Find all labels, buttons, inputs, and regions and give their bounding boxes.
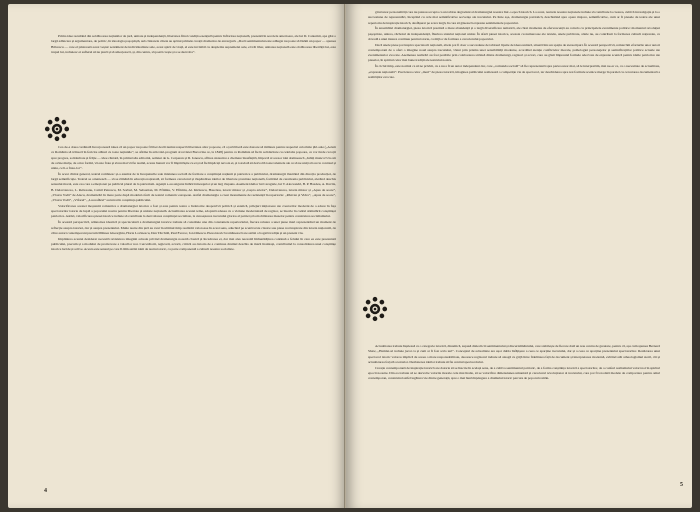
star-ornament-icon [362,296,388,322]
paragraph: girul unor personalități care nu puteau accepta ca un tablou degradant al dramaturgiei noastre într-o epocă istorică. La acest, teatrele noastre naționale trebuie să contribuie la crearea, cultivă investigația și la o succesiune de reprezentări, începând cu cele mai semnificative secvențe ale trecutului. Pe linie așa, dramaturgie patriotică, deschizând spre opere majore, semnificative, cum ar fi piesele de teatru ale unui repertoriu de inspirație istorică, desfășurat pe scara largă, în care să găsească expresie sentimentele poporului. [368,10,660,25]
paragraph: Implinirea acestui deziderat necesită revizuirea imaginii actuale privind dramaturgia noastră clasică și încadrarea ei, dar mai ales necesită îmbunătățirea continuă a felului în care ea este prezentată publicului, precum și a modului de promovare a valorilor noi. Cercetătorii, regizorii, actorii, criticii au datoria de a continua drumul deschis de marii înaintași, contribuind la consolidarea unei conștiințe istorice lucide și active. Acesta este sensul pe care îl dăm astăzi ideii de teatru istoric, ca parte componentă a culturii noastre socialiste. [51,236,336,252]
paragraph: Dacă unele piese pot inspira spectatorii naționali, altele pot fi doar o succesiune de tablouri lipsite de ideea unitară, situată într-un spațiu de stereotipuri. În această perspectivă, remarcăm eforturile unor autori contemporani de a oferi o imagine nouă asupra trecutului, văzut prin prisma unei sensibilități moderne, acordând atenție conflictelor morale, psihologiei personajelor și semnificațiilor politice actuale ale evenimentelor evocate. Asemenea realizări au fost posibile prin colaborarea strânsă dintre dramaturgi, regizori și actori, care au găsit împreună formele adecvate de expresie scenică pentru ideile patriotice ale pieselor, în spiritul celor mai bune tradiții ale teatrului nostru. [368,42,660,63]
paragraph: În ansamblul dramaturgiei, piesa istorică prezintă o mare abundență și o largă diversificare tematică, ale cărei momente de efervescență au coincis cu principalele evenimente politice: momentul revoluției pașoptiste, unirea, războiul de independență, făurirea statului național unitar. În afară piesei istorice, aceasta cu numeroase ale textele, unele publicate, altele nu, au contribuit la formarea culturii naționale, ca dovadă a unui interes continuu pentru istorie, ca mijloc de formare a caracterului poporului. [368,26,660,41]
paragraph: Cea de-a doua cardinală încorporează ideea că un popor nu poate fi liber decât numai respectă libertatea altor popoare, că o țară liberă este datoare să militeze pentru respectul celorlalte țări-sale („Acum ca România să trăiască în fericire alături cu toate națiunile”, se afirma în articolul-program al revistei Bucovina ce, la 1848) pentru ca România să fie în solidaritate cu celelalte popoare, ce vor tinde cu toții spre progres, solidaritate și frăție — idee cântată, în primul său editorial, semnat de G. Cerperen și D. Ionescu, aflirea sisteatice a chemare însuflețită, împortă al acesor idei domnească „Iubiți munca! Un om de ovine mulțe, de orice formă, vă este frate și să nu mai vă fie teamă, aceste bunuri vor fi împărtășite cu ei și să fie împăcați nevoia ei, și totodată să dezvoltă toate talentele ale ce să ne uniți alt ore le contrsul și unite, ce li-a frate-lor”. [51,145,336,170]
star-ornament-icon [44,116,70,142]
paragraph: Actualitatea trebuie înțeleasă ca o categorie istorică, dinamică, supusă dialecticii sentimentului și discernământului, care stabilește de fiecare dată un nou centru de greutate, pentru că, așa cum spunea Bernard Shaw, „Hamlet-ul trebuie jucat ca și cum ar fi fost scris ieri”. Conceptul de actualitate are ușor dubla înfățișare a ceea ce aparține trecutului, dar și a ceea ce aparține prezentului spectatorilor. Realizarea unui spectacol istoric valoros implică de aceea o mare responsabilitate, deoarece regizorul trebuie să aleagă cu grijă între fidelitatea față de document și interpretarea modernă, evitând atât arheologismul steril, cât și actualizarea forțată a textelor. Dezbaterea ideilor trebuie să fie centrul spectacolului. [368,344,660,364]
left-bottom-text [51,145,336,253]
paragraph: Prima idee rezultind din soldătoarea națiunilor de țară, unitate și independență, libertatea fiind condiția esențială pentru înflorirea națională, prezentă în secolele anterioare, ale lui D. Cantemir, apa găsi o largă adâncare și argumentare, de politic, în ideologia pașoptiștă, sub cântarele căreia au apărut primele creații dramatice de anvergură. „Dacă sentimentului este adăugat nu poate să lăsăm un popor — spunea Bălcescu — care el păstrează acest veșnic sentiment de individualitate sale, acest spirit de viață, el este invizibil cu despletite supremelei sale, el trăi liber, unitatea națională este obdătoarea libertății lui, este trupul lui, trebuiesc ei suflerul să nu piară și să amorțească, și, din centru, să poată crește și a se dezvolta”. [51,34,336,54]
right-page [346,4,692,508]
right-bottom-text [368,344,660,382]
paragraph: Creația contemporană de inspirație istorică are datoria să se înscrie în același sens, de a cultiva sentimentul patriotic, de a forma conștiința istorică a spectatorilor, de a conferi realismului valori noi în spiritul epocii noastre. Din ea trebuie să se dezvolte valorile morale cele mai înalte, să se valorifice dimensiunea umanistă și caracterul revoluționar al trecutului, care pot fi totodată modele de comportare pentru omul contemporan, construind astfel legătura vie dintre generații, spre o mai bună înțelegere a drumului istoric parcurs de poporul român. [368,365,660,381]
paragraph: În această perspectivă, reînnoirea ideatică și spectaculară a dramaturgiei istorice trebuie să constituie una din constantele repertoriului, fiecare reluare a unei piese mari reprezentând un moment de reflecție asupra istoriei, dar și asupra prezentului. Multe teatre din țară au avut în ultimul timp realizări valoroase în acest sens, aducând pe scenă texte clasice sau piese noi inspirate din istoria națională, de către autori contemporani precum Mihnea Gheorghiu, Horia Lovinescu, Dan Tărchilă, Paul Everac, Ion Omescu. Piesa istorică românească are astăzi o bogată tradiție și un prezent viu. [51,220,336,235]
paragraph: În acest climat general, teatrul românesc și-a asumat de la începuturile sale misiunea socială de formare a conștiinței națiunii și patriotice a publicului, dramaturgii ilustrând din direcția producției, de largă semnificație. Teatrul se orientează — să se rămână în educația națională, să formeze caracterul și răspândirea ideilor de libertate și unitate națională, formând de ceremonia publicului, alerând deschis sensului moral, este cea care a emoționat pe publicul plural de la patriotism. Agenții s-au asigurat întăririi mesajelor și un larg răspuns. Asemeni ideilor lui Caragiale, lui V. Alecsandri, B. P. Hasdeu, A. Davila, B. Delavrancea, L. Rebreanu, Camil Petrescu, M. Sorbul, M. Sebastian, M. Eftimiu, V. Eftimiu, Al. Kiritescu, Hascdeu, istoric mistor și „Lupta artelor”, Delavrancea, istoria mistor și „Apus de soare”, „Vlaicu Vodă” de Alecu, dramatizări în mare parte după modelul oferit de teatrul romantic european. Astfel dramaturgia a creat monumente de rezistență în repertoriu: „Răzvan și Vidra”, „Apus de soare”, „Vlaicu Vodă”, „Viforul”, „Luceafărul” au intrat în conștiința publicului. [51,171,336,203]
paragraph: În ciclul timp, este normal ca să ne privim, cu a nu a fi un autor independent dar, care „comunda socială” să fie reprezentată spre partea unor mai, să le interpretăm, mai ne-ar ce, ca o necesitate de actualitate, „expresie națională”. Precizarea celor „mari” de piesa istorică, imaginea publicului realizează o competiție vie de spectacol, iar deschiderea spre noi formule scenice merge în paralel cu cercetarea documentară a realităților evocate. [368,64,660,79]
left-page [8,4,346,508]
paragraph: Valorificarea acestei moșteniri romantice a dramaturgiei istorice a fost și este pentru teatre o îndatorire deopotrivă politică și estetică, prilejuri inițiatoare ale creatorilor moderni de a aduce în fața spectatorilor istoria de luptă a poporului nostru pentru libertate și unitate națională. Actualitatea acestei teme, adoptată adesea cu o viziune modernizată de regizor, se înscrie în cadrul stimulării conștiinței patriotice. Astăzi, valorificarea piesei istorice trebuie să contribuie la dezvoltarea conștiinței socialiste, la cunoașterea trecutului glorios al patriei și la mobilizarea maselor pentru construirea socialismului. [51,203,336,219]
right-top-text [368,10,660,81]
left-top-text [51,34,336,56]
page-number: 4 [44,488,47,494]
page-number: 5 [680,482,683,488]
